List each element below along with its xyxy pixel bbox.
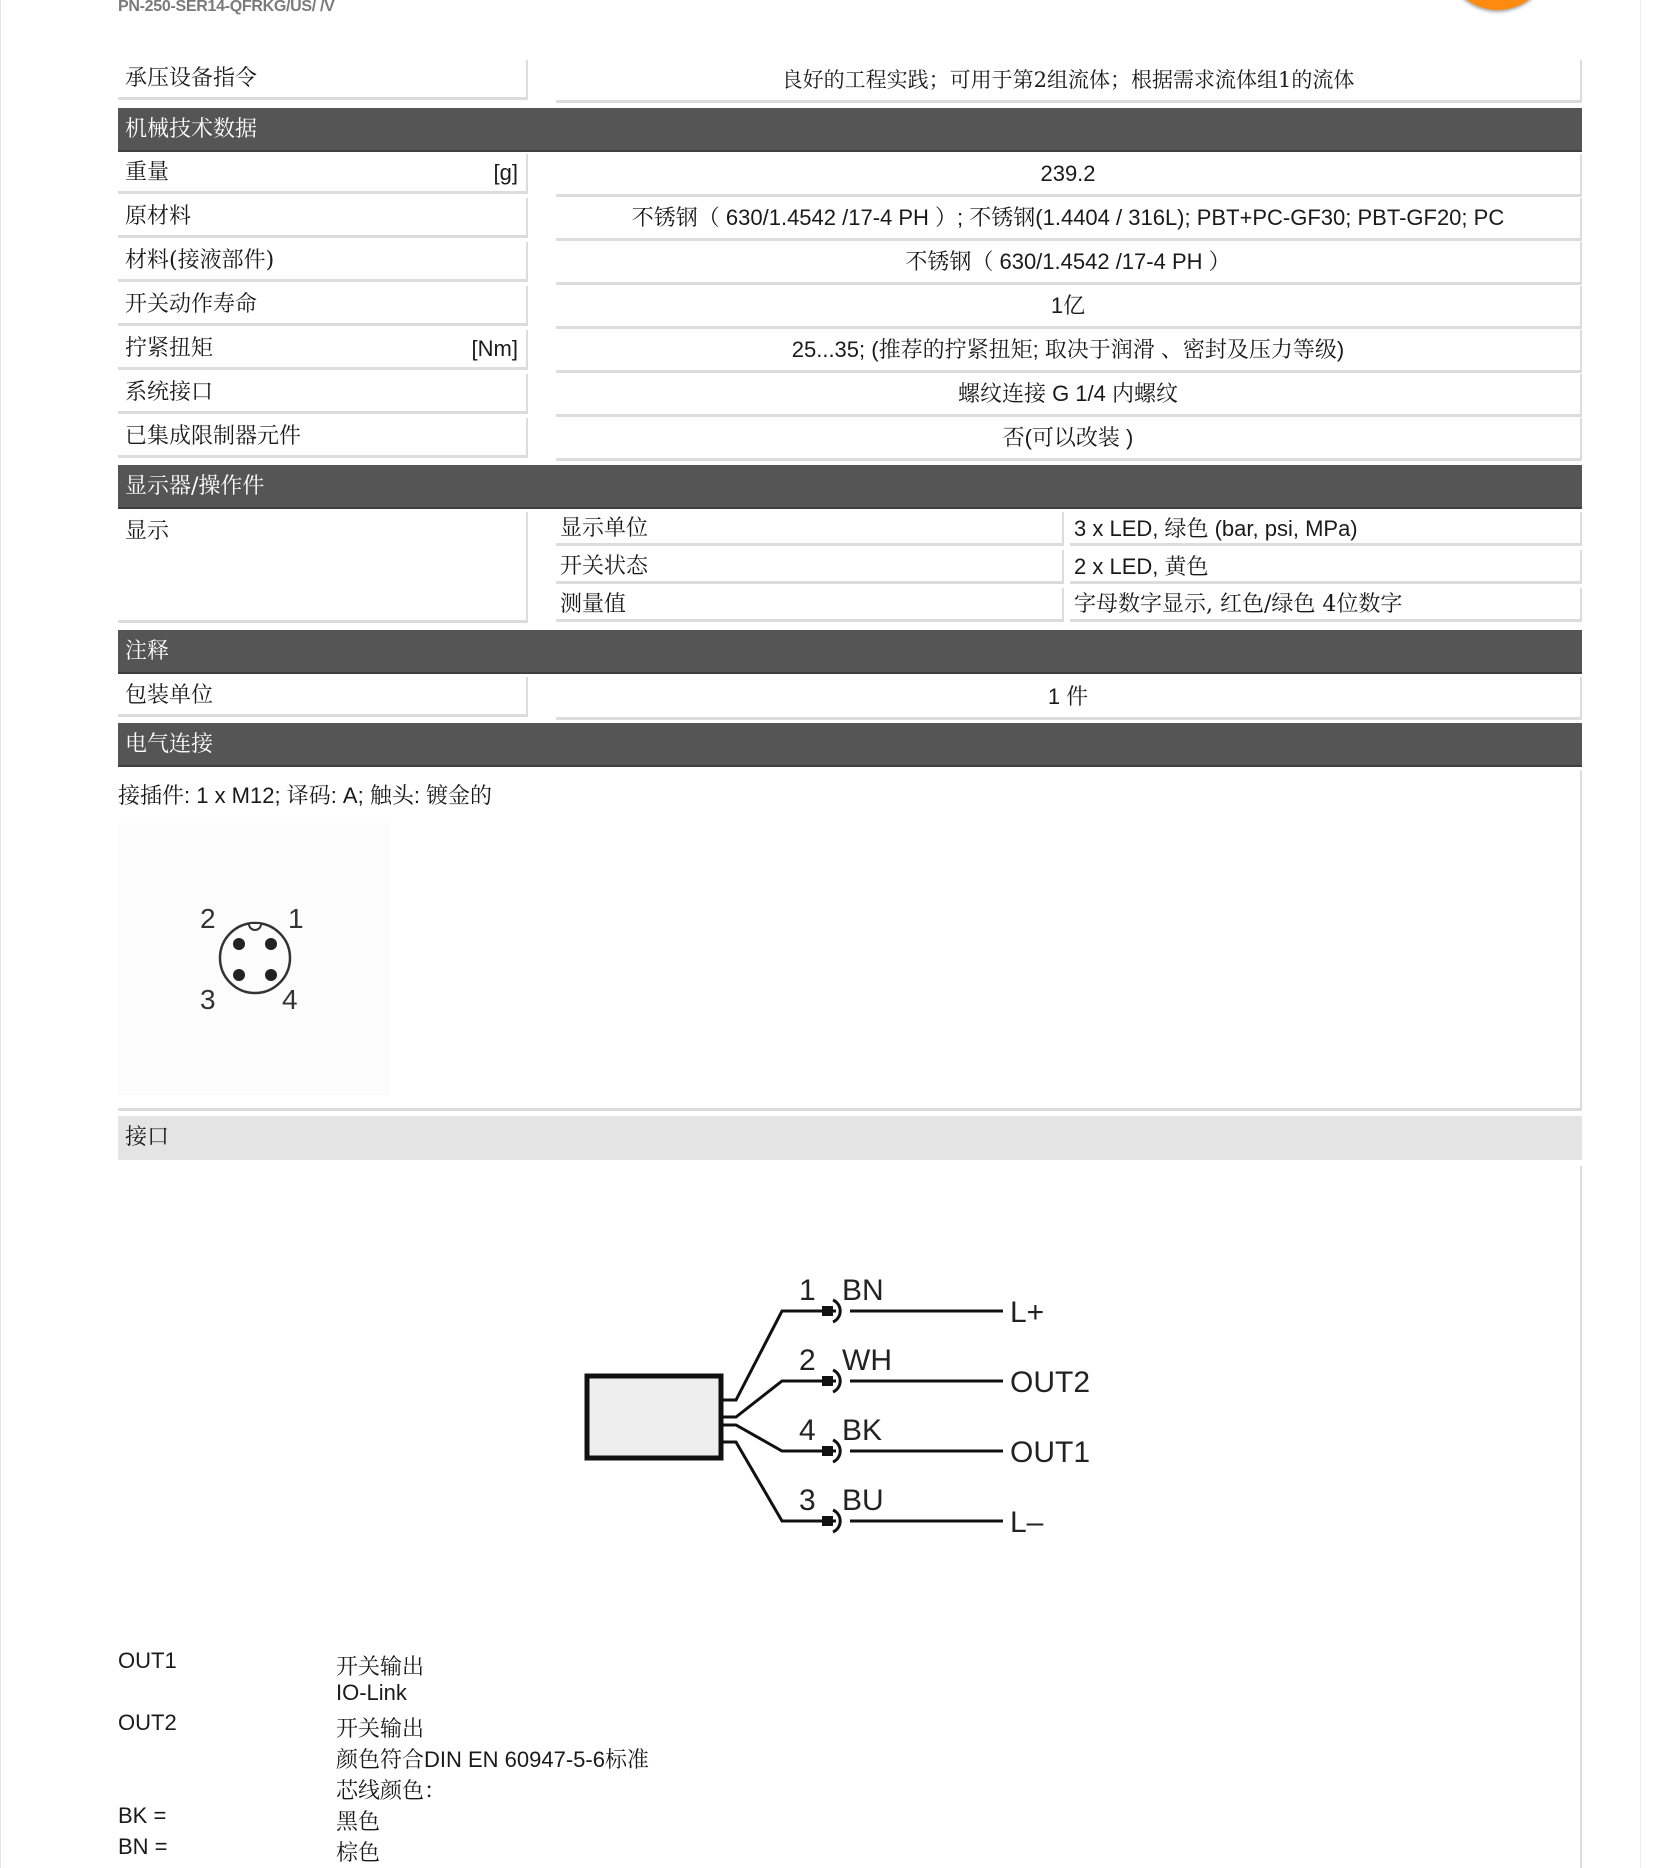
svg-text:3: 3 (799, 1484, 816, 1517)
svg-text:3: 3 (200, 984, 216, 1015)
page-right-edge (1640, 0, 1641, 1868)
divider (118, 1108, 1582, 1111)
svg-text:1: 1 (288, 903, 304, 934)
legend-key: BN = (118, 1834, 168, 1859)
legend-value: 开关输出 (336, 1717, 425, 1742)
table-row (118, 242, 1582, 286)
section-header-notes: 注释 (118, 630, 1582, 674)
document-id: PN-250-SER14-QFRKG/US/ /V (118, 0, 335, 15)
svg-text:BU: BU (842, 1484, 884, 1517)
section-header-mechanical: 机械技术数据 (118, 108, 1582, 152)
row-label: 已集成限制器元件 (125, 424, 302, 449)
svg-text:4: 4 (282, 984, 298, 1015)
legend-value: 芯线颜色： (336, 1779, 447, 1804)
svg-text:OUT2: OUT2 (1010, 1366, 1091, 1399)
table-row (118, 374, 1582, 418)
row-label: 拧紧扭矩 (125, 336, 214, 361)
row-value: 螺纹连接 G 1/4 内螺纹 (556, 374, 1582, 417)
connector-description: 接插件: 1 x M12; 译码: A; 触头: 镀金的 (118, 783, 493, 808)
divider (1580, 1166, 1582, 1868)
legend-key: BK = (118, 1803, 167, 1828)
svg-text:WH: WH (842, 1344, 892, 1377)
table-row (118, 286, 1582, 330)
row-label: 包装单位 (125, 683, 214, 708)
row-value: 25...35; (推荐的拧紧扭矩; 取决于润滑 、密封及压力等级) (556, 330, 1582, 373)
table-row (118, 677, 1582, 721)
table-row (118, 198, 1582, 242)
legend-key: OUT2 (118, 1710, 177, 1735)
row-label: 重量 (125, 160, 170, 185)
table-row (118, 418, 1582, 462)
row-value: 1亿 (556, 286, 1582, 329)
divider (526, 512, 528, 622)
row-unit: [g] (493, 160, 518, 185)
row-unit: [Nm] (471, 336, 518, 361)
row-label: 材料(接液部件) (125, 248, 275, 273)
divider (118, 620, 528, 623)
m12-pinout-diagram (118, 823, 390, 1095)
section-header-display: 显示器/操作件 (118, 465, 1582, 509)
row-value: 不锈钢（ 630/1.4542 /17-4 PH ） (556, 242, 1582, 285)
svg-text:2: 2 (799, 1344, 816, 1377)
page-left-edge (0, 0, 1, 1868)
row-label: 开关状态 (556, 550, 1064, 584)
section-header-interface: 接口 (118, 1116, 1582, 1160)
row-value: 1 件 (556, 677, 1582, 720)
svg-text:4: 4 (799, 1414, 816, 1447)
row-value: 不锈钢（ 630/1.4542 /17-4 PH ）; 不锈钢(1.4404 / 316L); PBT+PC-GF30; PBT-GF20; PC (556, 198, 1582, 241)
pressure-directive-row (118, 60, 1582, 104)
legend-value: 颜色符合DIN EN 60947-5-6标准 (336, 1747, 649, 1772)
legend-value: 棕色 (336, 1841, 381, 1866)
section-header-electrical: 电气连接 (118, 723, 1582, 767)
row-label: 承压设备指令 (118, 60, 528, 100)
table-row (118, 154, 1582, 198)
wiring-diagram (580, 1260, 1120, 1540)
row-label: 开关动作寿命 (125, 292, 258, 317)
row-value: 3 x LED, 绿色 (bar, psi, MPa) (1070, 512, 1582, 546)
svg-text:L+: L+ (1010, 1296, 1045, 1329)
divider (1580, 770, 1582, 1110)
row-label: 显示单位 (556, 512, 1064, 546)
row-label: 测量值 (556, 588, 1064, 622)
svg-text:2: 2 (200, 903, 216, 934)
row-value: 良好的工程实践；可用于第2组流体；根据需求流体组1的流体 (556, 60, 1582, 103)
svg-text:OUT1: OUT1 (1010, 1436, 1091, 1469)
row-value: 否(可以改装 ) (556, 418, 1582, 461)
wiring-diagram-icon (580, 1260, 1120, 1540)
legend-value: 开关输出 (336, 1655, 425, 1680)
display-group-label: 显示 (125, 519, 170, 544)
row-label: 原材料 (125, 204, 192, 229)
row-value: 239.2 (556, 154, 1582, 197)
row-value: 2 x LED, 黄色 (1070, 550, 1582, 584)
legend-value: IO-Link (336, 1680, 407, 1705)
row-value: 字母数字显示, 红色/绿色 4位数字 (1070, 588, 1582, 622)
brand-logo (1445, 0, 1550, 10)
mechanical-table (118, 154, 1582, 462)
legend-value: 黑色 (336, 1810, 381, 1835)
legend-key: OUT1 (118, 1648, 177, 1673)
svg-text:BK: BK (842, 1414, 883, 1447)
svg-text:L–: L– (1010, 1506, 1044, 1539)
table-row (118, 330, 1582, 374)
row-label: 系统接口 (125, 380, 214, 405)
svg-text:BN: BN (842, 1274, 884, 1307)
svg-text:1: 1 (799, 1274, 816, 1307)
notes-table (118, 677, 1582, 721)
connector-pinout-icon (118, 823, 390, 1095)
